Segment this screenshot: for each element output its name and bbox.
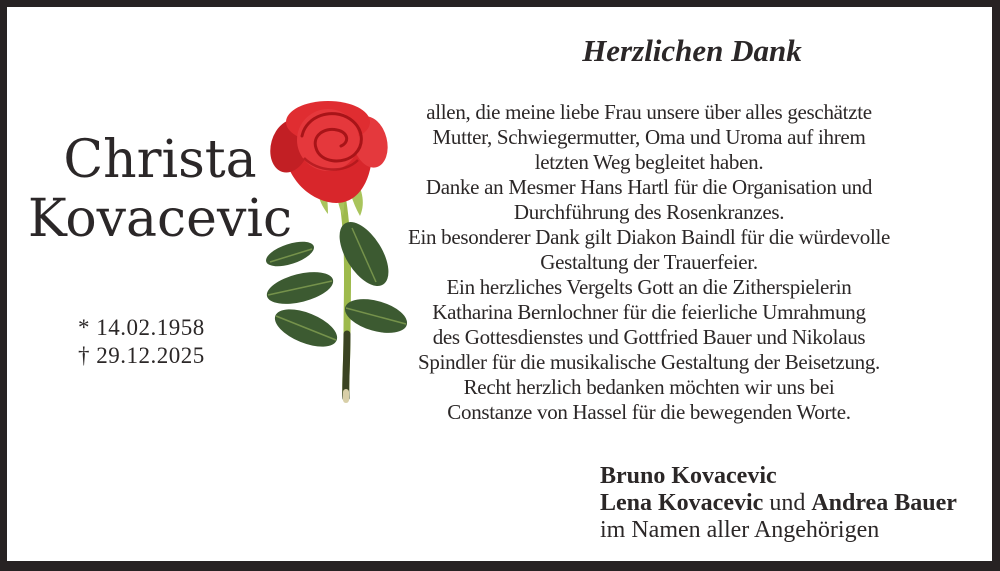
body-line: Recht herzlich bedanken möchten wir uns bei [463, 375, 835, 399]
headline: Herzlichen Dank [582, 33, 802, 68]
body-line: Constanze von Hassel für die bewegenden Worte. [447, 400, 851, 424]
thank-you-text [387, 100, 911, 425]
death-date: † 29.12.2025 [78, 343, 205, 368]
body-line: Mutter, Schwiegermutter, Oma und Uroma auf ihrem [432, 125, 866, 149]
body-line: Danke an Mesmer Hans Hartl für die Organisation und [425, 175, 873, 199]
body-line: Durchführung des Rosenkranzes. [513, 200, 785, 224]
signature-name-2: Lena Kovacevic [600, 490, 764, 516]
body-line: des Gottesdienstes und Gottfried Bauer und Nikolaus [432, 325, 866, 349]
signature-block [600, 463, 957, 544]
signature-closing: im Namen aller Angehörigen [600, 517, 880, 543]
body-line: Spindler für die musikalische Gestaltung der Beisetzung. [417, 350, 880, 374]
body-line: Gestaltung der Trauerfeier. [540, 250, 758, 274]
body-line: letzten Weg begleitet haben. [534, 150, 764, 174]
body-line: Ein besonderer Dank gilt Diakon Baindl für die würdevolle [407, 225, 891, 249]
body-line: Katharina Bernlochner für die feierliche Umrahmung [432, 300, 866, 324]
deceased-first-name: Christa [63, 130, 257, 190]
signature-connector: und [769, 490, 806, 516]
birth-date: * 14.02.1958 [78, 315, 205, 340]
signature-name-1: Bruno Kovacevic [600, 463, 777, 489]
signature-line-2 [600, 490, 957, 517]
signature-name-3: Andrea Bauer [811, 490, 957, 516]
body-line: allen, die meine liebe Frau unsere über alles geschätzte [426, 100, 872, 124]
body-line: Ein herzliches Vergelts Gott an die Zitherspielerin [446, 275, 852, 299]
deceased-last-name: Kovacevic [27, 189, 293, 249]
life-dates [78, 314, 205, 370]
